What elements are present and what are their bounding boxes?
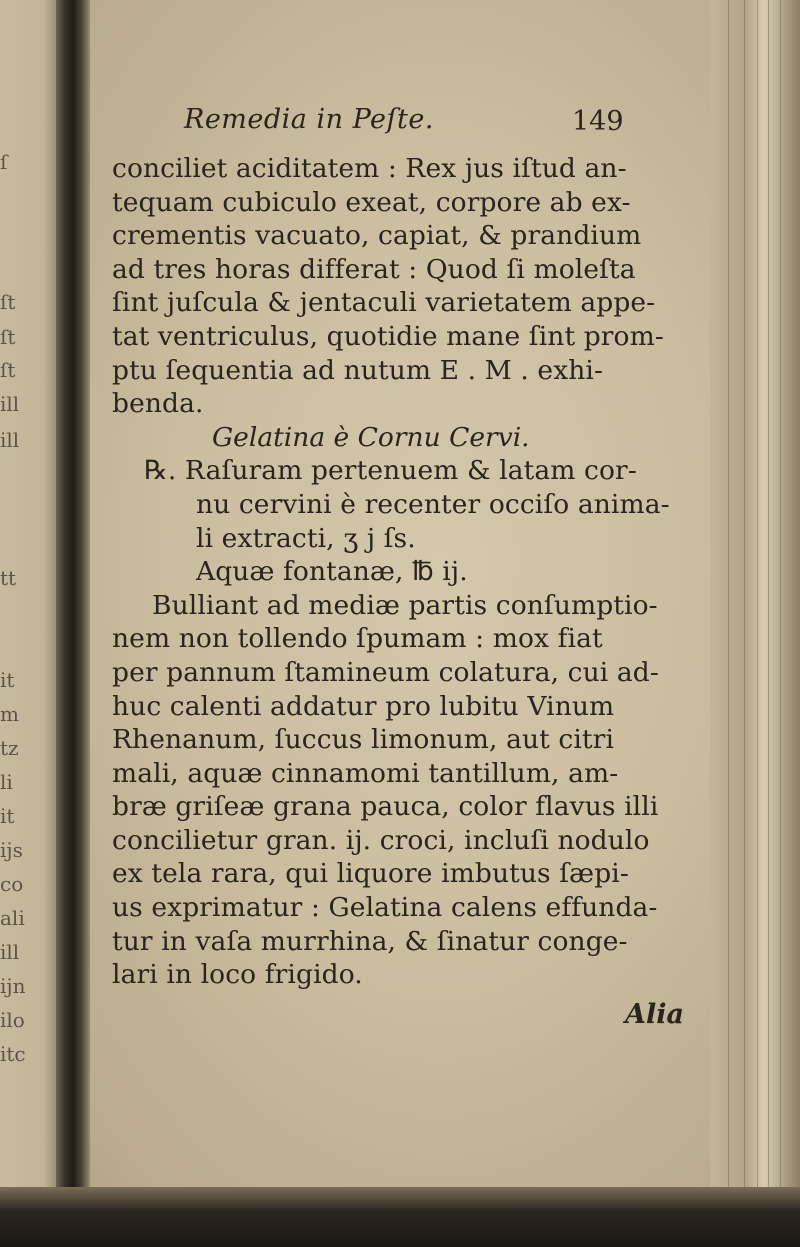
facing-page-fragment: li (0, 770, 13, 794)
text-line: Bulliant ad mediæ partis conſumptio- (152, 589, 658, 621)
page-header (112, 100, 712, 152)
recipe-line: li extracti, ʒ j ſs. (196, 522, 416, 554)
page-edge-line (728, 0, 729, 1247)
section-heading: Gelatina è Cornu Cervi. (212, 421, 530, 453)
facing-page-fragment: ſt (0, 290, 16, 314)
text-line: tequam cubiculo exeat, corpore ab ex- (112, 186, 631, 218)
facing-page-fragment: ijn (0, 974, 26, 998)
facing-page-fragment: ilo (0, 1008, 25, 1032)
page-edge-line (780, 0, 781, 1247)
page-edges (710, 0, 800, 1247)
page-edge-line (744, 0, 745, 1247)
facing-page-fragment: itc (0, 1042, 26, 1066)
facing-page-fragment: it (0, 804, 15, 828)
facing-page-fragment: ill (0, 428, 20, 452)
text-line: benda. (112, 388, 204, 420)
facing-page-fragment: co (0, 872, 24, 896)
facing-page-fragment: tz (0, 736, 19, 760)
text-line: crementis vacuato, capiat, & prandium (112, 220, 642, 252)
text-line: ptu ſequentia ad nutum E . M . exhi- (112, 354, 604, 386)
facing-page-fragment: ill (0, 392, 20, 416)
catchword: Alia (625, 998, 684, 1030)
facing-page-fragment: tt (0, 566, 17, 590)
text-line: ad tres horas differat : Quod ſi moleſta (112, 253, 636, 285)
facing-page-fragment: ſ (0, 150, 8, 174)
text-line: mali, aquæ cinnamomi tantillum, am- (112, 757, 619, 789)
recipe-line: nu cervini è recenter occiſo anima- (196, 488, 670, 520)
facing-page-fragment: ijs (0, 838, 23, 862)
facing-page-fragment: ſt (0, 325, 16, 349)
page-number: 149 (572, 106, 624, 137)
text-line: bræ griſeæ grana pauca, color flavus illi (112, 791, 659, 823)
scan-bottom-shadow (0, 1187, 800, 1247)
recipe-line: ℞. Raſuram pertenuem & latam cor- (144, 455, 637, 487)
text-line: concilietur gran. ij. croci, incluſi nodulo (112, 824, 650, 856)
text-line: us exprimatur : Gelatina calens effunda- (112, 892, 658, 924)
running-head: Remedia in Peſte. (184, 104, 434, 135)
facing-page-fragment: ſt (0, 358, 16, 382)
page-edge-line (757, 0, 758, 1247)
facing-page-fragment: m (0, 702, 19, 726)
book-gutter (56, 0, 90, 1247)
text-line: tur in vaſa murrhina, & ſinatur conge- (112, 925, 628, 957)
text-line: ſint juſcula & jentaculi varietatem appe- (112, 287, 656, 319)
facing-page-fragment: ali (0, 906, 25, 930)
text-line: conciliet aciditatem : Rex jus iſtud an- (112, 153, 627, 184)
text-line: ex tela rara, qui liquore imbutus ſæpi- (112, 858, 629, 890)
page-text-block (112, 100, 712, 1031)
facing-page-fragment: ill (0, 940, 20, 964)
text-line: tat ventriculus, quotidie mane ſint prom- (112, 320, 664, 352)
facing-page-fragment: it (0, 668, 15, 692)
text-line: nem non tollendo ſpumam : mox fiat (112, 623, 603, 655)
text-line: huc calenti addatur pro lubitu Vinum (112, 690, 615, 722)
text-line: Rhenanum, ſuccus limonum, aut citri (112, 724, 615, 756)
facing-page-edge (0, 0, 62, 1247)
page-edge-line (768, 0, 769, 1247)
text-line: lari in loco frigido. (112, 959, 363, 991)
text-line: per pannum ſtamineum colatura, cui ad- (112, 656, 659, 688)
recipe-line: Aquæ fontanæ, ℔ ij. (196, 556, 468, 588)
